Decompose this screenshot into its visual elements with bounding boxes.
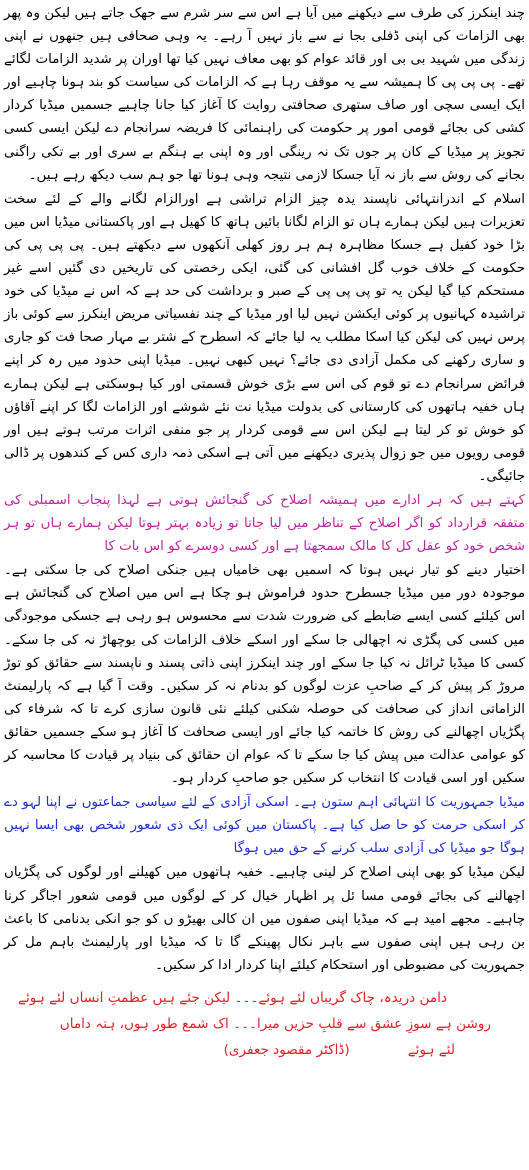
poem-line-1: دامن دریدہ، چاک گریباں لئے ہوئے۔۔۔ لیکن جئے ہیں عظمتِ انساں لئے ہوئے: [18, 989, 447, 1006]
poem-author: (ڈاکٹر مقصود جعفری): [223, 1041, 350, 1058]
article-paragraph-6: لیکن میڈیا کو بھی اپنی اصلاح کر لینی چاہیے۔ خفیہ ہاتھوں میں کھیلنے اور لوگوں کی پگڑیاں اچھالنے کی بجائے قومی مسا ئل پر اظہار خیال کر کے لوگوں میں قومی شعور اجاگر کرنا چاہیے۔ مجھے امید ہے کہ میڈیا اپنی صفوں میں ان کالی بھیڑو ں کو جو انکی بدنامی کا باعث بن رہی ہیں اپنی صفوں سے باہر نکال پھینکے گا تا کہ میڈیا اور پارلیمنٹ باہم مل کر جمہوریت کی مضبوطی اور استحکام کیلئے اپنا کردار ادا کر سکیں۔: [4, 865, 525, 973]
article-paragraph-1: چند اینکرز کی طرف سے دیکھنے میں آیا ہے اس سے سر شرم سے جھک جاتے ہیں لیکن وہ پھر بھی الزامات کی اپنی ڈفلی بجا نے سے باز نہیں آ رہے۔ یہ وہی صحافی ہیں جنھوں نے اپنی زندگی میں شہید بی بی اور قائد عوام کو بھی معاف نہیں کیا تھا اوران پر شدید الزامات لگائے تھے۔ پی پی پی کا ہمیشہ سے یہ موقف رہا ہے کہ الزامات کی سیاست کو بند ہونا چاہیے اور ایک ایسی سچی اور صاف ستھری صحافتی روایت کا آغاز کیا جانا چاہیے جسمیں میڈیا کردار کشی کی بجائے قومی امور پر حکومت کی راہنمائی کا فریضہ سرانجام دے لیکن ایسی کسی تجویز پر میڈیا کے کان پر جوں تک نہ رینگی اور وہ اپنی بے ہنگم بے سری اور بے تکی راگنی بجانے کی روش سے باز نہ آیا جسکا لازمی نتیجہ وہی ہونا تھا جو ہم سب دیکھ رہے ہیں۔: [4, 6, 525, 183]
poem-line-3: [4, 1037, 525, 1063]
article-body: [4, 2, 525, 977]
closing-poem: [4, 985, 525, 1063]
article-paragraph-2: اسلام کے اندرانتہائی ناپسند یدہ چیز الزام تراشی ہے اورالزام لگانے والے کے لئے سخت تعزیرات ہیں لیکن ہمارے ہاں تو الزام لگانا بائیں ہاتھ کا کھیل ہے اور پاکستانی میڈیا اس میں بڑا خود کفیل ہے جسکا مظاہرہ ہم ہر روز کھلی آنکھوں سے دیکھتے ہیں۔ پی پی پی کی حکومت کے خلاف خوب گل افشانی کی گئی، ایکی رخصتی کی تاریخیں دی گئیں اسے غیر مستحکم کیا گیا لیکن یہ تو پی پی پی کے صبر و برداشت کی حد ہے کہ اس نے میڈیا کی خود تراشیدہ کہانیوں پر کوئی ایکشن نہیں لیا اور میڈیا کے چند نفسیاتی مریض اینکرز سے کوئی باز پرس نہیں کی لیکن کیا اسکا مطلب یہ لیا جائے کہ اسطرح کے شتر بے مہار صحا فت کو جاری و ساری رکھنے کی مکمل آزادی دی جائے؟ نہیں کبھی نہیں۔ میڈیا اپنی حدود میں رہ کر اپنے فرائض سرانجام دے تو قوم کی اس سے بڑی خوش قسمتی اور کیا ہوسکتی ہے لیکن ہمارے ہاں خفیہ ہاتھوں کی کارستانی کی بدولت میڈیا نت نئے شوشے اور الزامات لگا کر اپنے آقاؤں کو خوش تو کر لیتا ہے لیکن اس سے قومی کردار پر جو منفی اثرات مرتب ہوتے ہیں اور قومی رویوں میں جو زوال پذیری دیکھنے میں آتی ہے اسکی ذمہ داری کس کے کندھوں پر ڈالی جائیگی۔: [4, 191, 525, 484]
poem-line-2: روشن ہے سوزِ عشق سے قلبِ حزیں میرا۔۔۔ اک شمع طور ہوں، ہتہ داماں: [59, 1015, 491, 1032]
article-paragraph-5-highlighted: میڈیا جمہوریت کا انتہائی اہم ستون ہے۔ اسکی آزادی کے لئے سیاسی جماعتوں نے اپنا لہو دے کر اسکی حرمت کو حا صل کیا ہے۔ پاکستان میں کوئی ایک ذی شعور شخص بھی ایسا نہیں ہوگا جو میڈیا کی آزادی سلب کرنے کے حق میں ہوگا: [4, 795, 525, 857]
poem-line-3-text: لئے ہوئے: [407, 1041, 455, 1058]
article-paragraph-4: اختیار دینے کو تیار نہیں ہوتا کہ اسمیں بھی خامیاں ہیں جنکی اصلاح کی جا سکتی ہے۔ موجودہ دور میں میڈیا جسطرح حدود فراموش ہو چکا ہے اس میں اصلاح کی گنجائش ہے اس کیلئے کسی ایسے ضابطے کی ضرورت شدت سے محسوس ہو رہی ہے جسکی موجودگی میں کسی کی پگڑی نہ اچھالی جا سکے اور اسکے خلاف الزامات کی بوچھاڑ نہ کی جا سکے۔ کسی کا میڈیا ٹرائل نہ کیا جا سکے اور چند اینکرز اپنی ذاتی پسند و ناپسند سے حقائق کو توڑ مروڑ کر پیش کر کے صاحبِ عزت لوگوں کو بدنام نہ کر سکیں۔ وقت آ گیا ہے کہ پارلیمنٹ الزاماتی انداز کی صحافت کی حوصلہ شکنی کیلئے نئی قانون سازی کرے تا کہ شرفاء کی پگڑیاں اچھالنے کی روش کا خاتمہ کیا جائے اور ایسی صحافت کا آغاز ہو سکے جسمیں حقائق کو عوامی عدالت میں پیش کیا جا سکے تا کہ عوام ان حقائق کی بنیاد پر قیادت کا محاسبہ کر سکیں اور اسی قیادت کا انتخاب کر سکیں جو صاحبِ کردار ہو۔: [4, 563, 525, 787]
article-paragraph-3-highlighted: کہتے ہیں کہ ہر ادارے میں ہمیشہ اصلاح کی گنجائش ہوتی ہے لہذا پنجاب اسمبلی کی متفقہ قرارداد کو اگر اصلاح کے تناظر میں لیا جاتا تو زیادہ بہتر ہوتا لیکن ہمارے ہاں تو ہر شخص خود کو عقل کل کا مالک سمجھتا ہے اور کسی دوسرے کو اس بات کا: [4, 492, 525, 555]
